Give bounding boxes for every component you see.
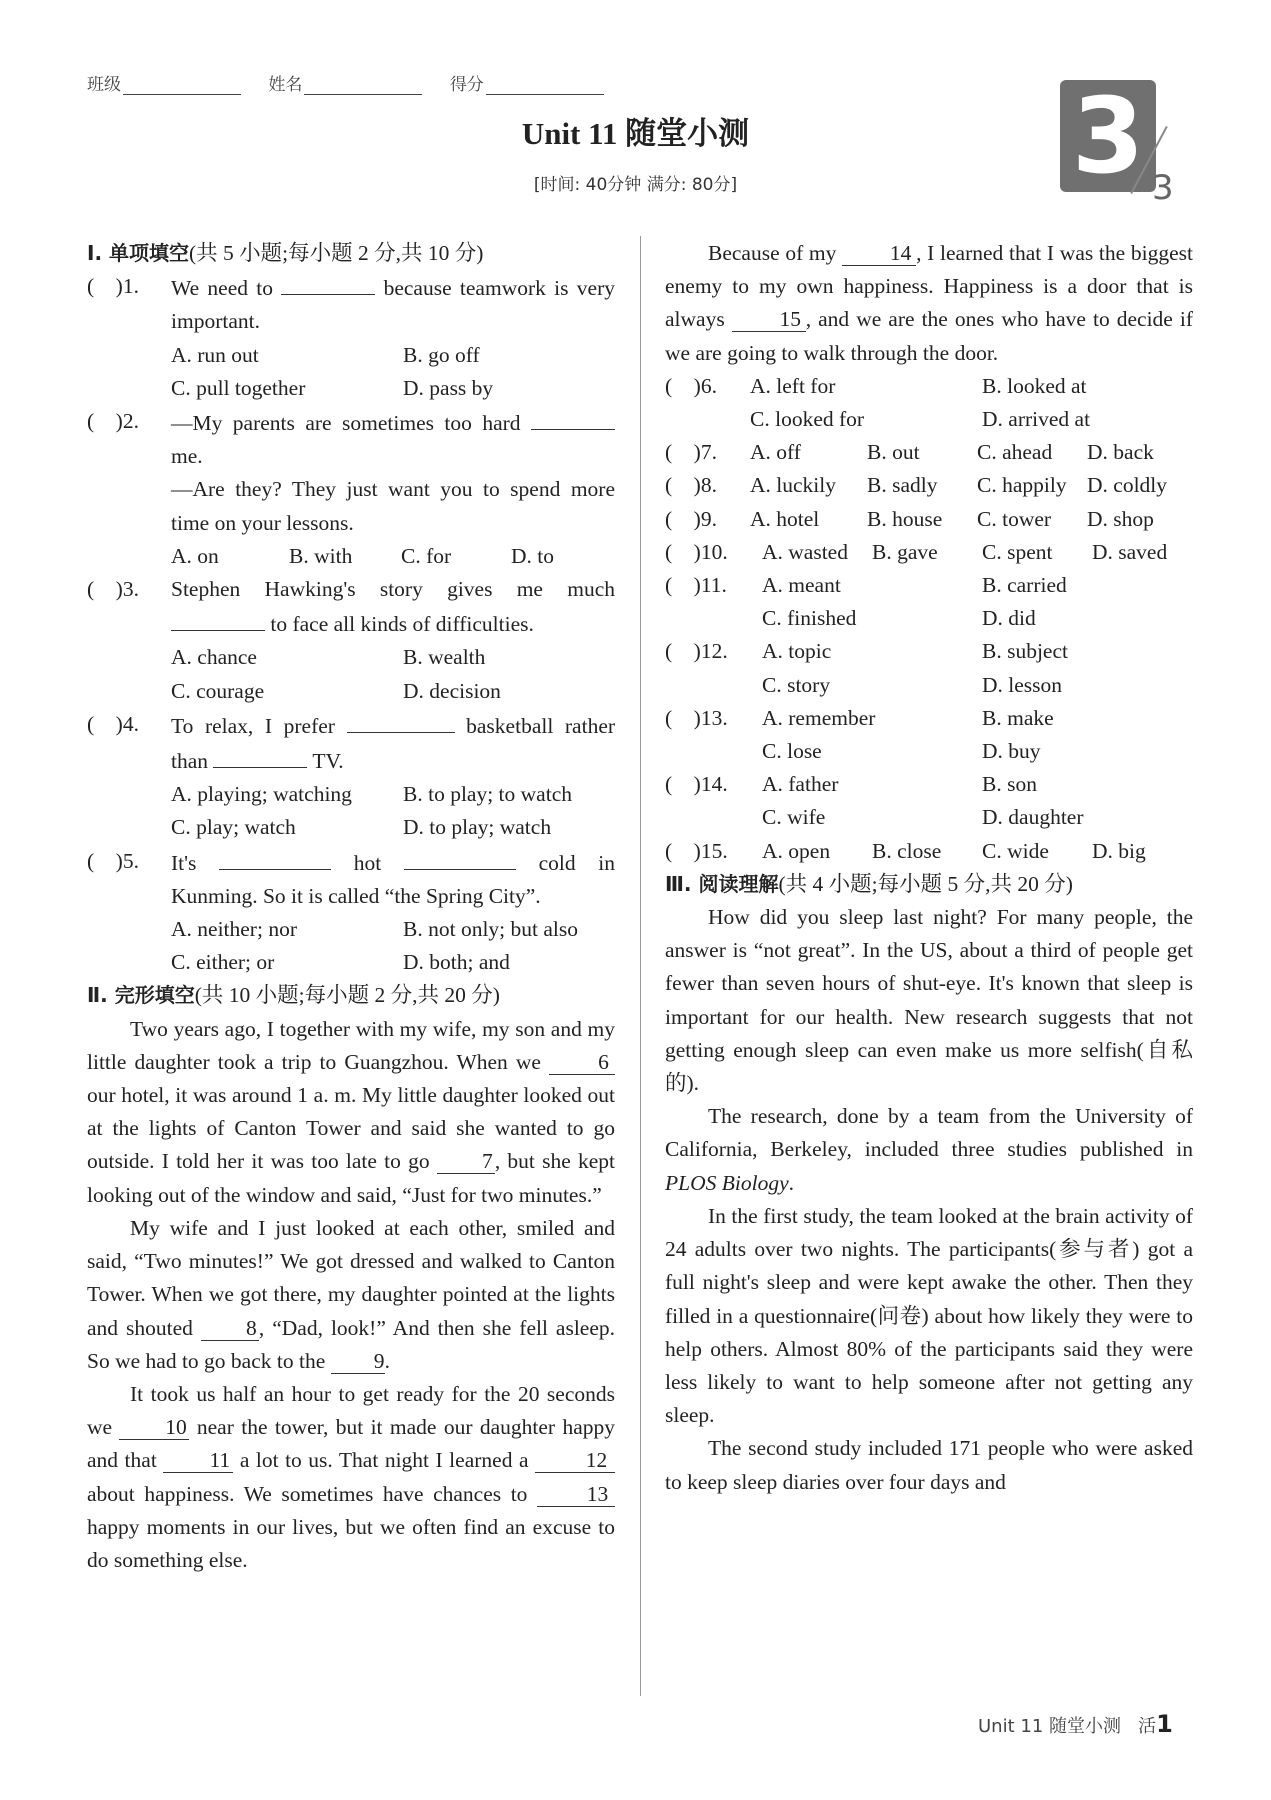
- cloze-paragraph-2: [87, 1212, 615, 1378]
- cq8-option-c[interactable]: C. happily: [977, 473, 1067, 498]
- cloze-question-12: [665, 635, 1193, 701]
- q5-option-c[interactable]: C. either; or: [171, 950, 275, 975]
- footer-mark: 活: [1138, 1716, 1157, 1737]
- page-title: Unit 11 随堂小测: [521, 116, 750, 151]
- cloze-question-10: [665, 536, 1193, 569]
- cq8-option-a[interactable]: A. luckily: [750, 473, 836, 498]
- q4-stem-a: To relax, I prefer: [171, 713, 335, 738]
- cq10-option-a[interactable]: A. wasted: [762, 539, 848, 564]
- q1-blank[interactable]: [281, 270, 375, 295]
- q3-blank[interactable]: [171, 606, 265, 631]
- cq6-option-c[interactable]: C. looked for: [750, 407, 865, 432]
- q3-stem-b: to face all kinds of difficulties.: [270, 612, 534, 637]
- q4-option-c[interactable]: C. play; watch: [171, 815, 296, 840]
- cq12-option-b[interactable]: B. subject: [982, 639, 1068, 664]
- reading-paragraph-4: The second study included 171 people who were asked to keep sleep diaries over four days and: [665, 1436, 1193, 1494]
- q5-stem-c: cold in Kunming. So it is called “the Spring City”.: [171, 850, 616, 908]
- cq15-option-c[interactable]: C. wide: [982, 838, 1049, 863]
- cq8-number: ( )8.: [665, 473, 717, 498]
- cq12-option-a[interactable]: A. topic: [762, 639, 832, 664]
- cloze-question-15: [665, 835, 1193, 868]
- cq6-option-d[interactable]: D. arrived at: [982, 407, 1091, 432]
- q5-blank-2[interactable]: [404, 845, 516, 870]
- cloze-paragraph-3: [87, 1378, 615, 1577]
- r2-text-a: The research, done by a team from the University of California, Berkeley, included three studies published in: [665, 1104, 1193, 1162]
- cq8-option-d[interactable]: D. coldly: [1087, 473, 1168, 498]
- q5-options: [87, 913, 615, 979]
- q2-option-d[interactable]: D. to: [511, 543, 554, 568]
- column-divider: [640, 236, 641, 1696]
- q2-option-b[interactable]: B. with: [289, 543, 353, 568]
- q1-stem-a: We need to: [171, 276, 273, 301]
- cq9-option-c[interactable]: C. tower: [977, 506, 1052, 531]
- cq9-option-b[interactable]: B. house: [867, 506, 943, 531]
- cq8-option-b[interactable]: B. sadly: [867, 473, 938, 498]
- cq11-number: ( )11.: [665, 573, 727, 598]
- p1-text-c: , but she kept looking out of the window and said, “Just for two minutes.”: [87, 1149, 616, 1207]
- p2-text-c: .: [384, 1348, 390, 1373]
- q3-number: ( )3.: [87, 577, 139, 602]
- q2-number: ( )2.: [87, 409, 139, 434]
- cloze-blank-8: 8: [201, 1316, 259, 1341]
- cloze-blank-13: 13: [537, 1482, 615, 1507]
- p3-text-d: about happiness. We sometimes have chances to: [87, 1481, 528, 1506]
- q3-option-d[interactable]: D. decision: [403, 678, 501, 703]
- p3-text-e: happy moments in our lives, but we often find an excuse to do something else.: [87, 1514, 615, 1572]
- cq10-option-d[interactable]: D. saved: [1092, 539, 1168, 564]
- cq15-option-d[interactable]: D. big: [1092, 838, 1146, 863]
- cq7-option-a[interactable]: A. off: [750, 440, 801, 465]
- q4-blank-1[interactable]: [347, 708, 455, 733]
- cq6-option-a[interactable]: A. left for: [750, 373, 836, 398]
- cloze-question-6: [665, 370, 1193, 436]
- q1-number: ( )1.: [87, 274, 139, 299]
- p1-text-a: Two years ago, I together with my wife, my son and my little daughter took a trip to Guangzhou. When we: [87, 1016, 615, 1074]
- right-column: [665, 237, 1193, 1499]
- q4-stem-b: basketball rather than: [171, 713, 616, 774]
- p3-text-c: a lot to us. That night I learned a: [239, 1448, 529, 1473]
- cq9-option-a[interactable]: A. hotel: [750, 506, 820, 531]
- cq14-option-b[interactable]: B. son: [982, 772, 1037, 797]
- cloze-blank-10: 10: [119, 1415, 189, 1440]
- cq7-option-c[interactable]: C. ahead: [977, 440, 1053, 465]
- q4-option-a[interactable]: A. playing; watching: [171, 782, 352, 807]
- cq7-number: ( )7.: [665, 440, 717, 465]
- cloze-question-11: [665, 569, 1193, 635]
- cq13-option-b[interactable]: B. make: [982, 705, 1054, 730]
- unit-badge: 3: [1060, 80, 1156, 192]
- cloze-question-8: [665, 469, 1193, 502]
- q3-options: [87, 641, 615, 707]
- reading-paragraph-3: In the first study, the team looked at the brain activity of 24 adults over two nights. The participants(参与者) got a full night's sleep and were kept awake the other. Then they filled in a questionnaire(问卷) about how likely they were to help others. Almost 80% of the participants said they were less likely to want to help someone after not getting any sleep.: [665, 1203, 1193, 1428]
- q1-option-d[interactable]: D. pass by: [403, 375, 494, 400]
- time-score-info: [时间: 40分钟 满分: 80分]: [533, 175, 738, 195]
- cq12-option-c[interactable]: C. story: [762, 672, 831, 697]
- p4-text-c: , and we are the ones who have to decide if we are going to walk through the door.: [665, 307, 1193, 365]
- q4-options: [87, 778, 615, 844]
- q2-option-a[interactable]: A. on: [171, 543, 219, 568]
- class-field[interactable]: [123, 78, 241, 95]
- q1-option-b[interactable]: B. go off: [403, 342, 480, 367]
- q3-option-c[interactable]: C. courage: [171, 678, 265, 703]
- p2-text-a: My wife and I just looked at each other, smiled and said, “Two minutes!” We got dressed and walked to Canton Tower. When we got there, my daughter pointed at the lights and shouted: [87, 1215, 615, 1340]
- journal-title: PLOS Biology: [665, 1170, 789, 1195]
- question-4: [87, 708, 615, 778]
- cloze-question-13: [665, 702, 1193, 768]
- cloze-blank-9: 9: [331, 1349, 385, 1374]
- q4-option-d[interactable]: D. to play; watch: [403, 815, 552, 840]
- cloze-blank-11: 11: [163, 1448, 233, 1473]
- q1-option-a[interactable]: A. run out: [171, 342, 259, 367]
- cloze-question-7: [665, 436, 1193, 469]
- score-field[interactable]: [486, 78, 604, 95]
- cq11-option-a[interactable]: A. meant: [762, 573, 841, 598]
- class-label: 班级: [87, 75, 121, 95]
- badge-small-number: 3: [1152, 168, 1174, 208]
- q3-stem-a: Stephen Hawking's story gives me much: [171, 577, 615, 602]
- section-3-heading: [665, 868, 1193, 901]
- cloze-blank-7: 7: [437, 1149, 495, 1174]
- cloze-paragraph-1: [87, 1013, 615, 1212]
- cq7-option-d[interactable]: D. back: [1087, 440, 1154, 465]
- cq11-option-d[interactable]: D. did: [982, 606, 1036, 631]
- reading-paragraph-1: How did you sleep last night? For many people, the answer is “not great”. In the US, about a third of people get fewer than seven hours of shut-eye. It's known that sleep is important for our health. New research suggests that not getting enough sleep can even make us more selfish(自私的).: [665, 905, 1193, 1096]
- cq9-option-d[interactable]: D. shop: [1087, 506, 1154, 531]
- q4-number: ( )4.: [87, 711, 139, 736]
- cq12-number: ( )12.: [665, 639, 728, 664]
- q5-blank-1[interactable]: [219, 845, 331, 870]
- p4-text-a: Because of my: [708, 241, 837, 265]
- section-1-title: Ⅰ. 单项填空: [87, 241, 190, 265]
- q5-stem-b: hot: [353, 850, 382, 875]
- cq10-number: ( )10.: [665, 539, 728, 564]
- cq12-option-d[interactable]: D. lesson: [982, 672, 1063, 697]
- cq14-option-a[interactable]: A. father: [762, 772, 839, 797]
- name-label: 姓名: [268, 75, 303, 95]
- cq6-option-b[interactable]: B. looked at: [982, 373, 1087, 398]
- section-2-title: Ⅱ. 完形填空: [87, 983, 195, 1008]
- q1-options: [87, 339, 615, 405]
- q5-number: ( )5.: [87, 848, 139, 873]
- q2-options: [87, 540, 615, 573]
- cq14-option-d[interactable]: D. daughter: [982, 805, 1084, 830]
- cloze-question-14: [665, 768, 1193, 834]
- q2-blank[interactable]: [531, 405, 615, 430]
- section-2-heading: [87, 979, 615, 1012]
- cq10-option-b[interactable]: B. gave: [872, 539, 938, 564]
- cloze-paragraph-4: [665, 237, 1193, 370]
- q5-stem-a: It's: [171, 850, 197, 875]
- q5-option-b[interactable]: B. not only; but also: [403, 917, 578, 942]
- q2-option-c[interactable]: C. for: [401, 543, 452, 568]
- cloze-blank-15: 15: [732, 307, 806, 332]
- p3-text-a: It took us half an hour to get ready for the 20 seconds we: [87, 1381, 615, 1440]
- question-2: [87, 405, 615, 540]
- cq11-option-b[interactable]: B. carried: [982, 573, 1067, 598]
- section-1-heading: [87, 237, 615, 270]
- page-footer: [978, 1710, 1173, 1738]
- p2-text-b: , “Dad, look!” And then she fell asleep. So we had to go back to the: [87, 1315, 616, 1373]
- cloze-question-9: [665, 503, 1193, 536]
- cq9-number: ( )9.: [665, 506, 717, 531]
- cq14-option-c[interactable]: C. wife: [762, 805, 826, 830]
- p3-text-b: near the tower, but it made our daughter happy and that: [87, 1415, 616, 1473]
- p4-text-b: , I learned that I was the biggest enemy to my own happiness. Happiness is a door that is always: [665, 241, 1193, 332]
- cq7-option-b[interactable]: B. out: [867, 440, 920, 465]
- cq15-option-a[interactable]: A. open: [762, 838, 831, 863]
- cloze-blank-6: 6: [549, 1050, 615, 1075]
- cq13-option-d[interactable]: D. buy: [982, 739, 1041, 764]
- q2-stem-c: —Are they? They just want you to spend more time on your lessons.: [171, 477, 615, 535]
- q3-option-b[interactable]: B. wealth: [403, 645, 486, 670]
- q1-option-c[interactable]: C. pull together: [171, 375, 306, 400]
- page-number: 1: [1156, 1710, 1173, 1738]
- q4-option-b[interactable]: B. to play; to watch: [403, 782, 572, 807]
- q2-stem-a: —My parents are sometimes too hard: [171, 411, 521, 436]
- q5-option-d[interactable]: D. both; and: [403, 950, 510, 975]
- q4-stem-c: TV.: [312, 749, 344, 774]
- question-5: [87, 845, 615, 913]
- section-3-note: (共 4 小题;每小题 5 分,共 20 分): [778, 871, 1073, 896]
- section-3-title: Ⅲ. 阅读理解: [665, 871, 779, 896]
- cq13-option-a[interactable]: A. remember: [762, 705, 876, 730]
- left-column: [87, 237, 615, 1577]
- q5-option-a[interactable]: A. neither; nor: [171, 917, 297, 942]
- cq13-option-c[interactable]: C. lose: [762, 739, 822, 764]
- score-label: 得分: [449, 75, 484, 95]
- cq15-number: ( )15.: [665, 838, 728, 863]
- cq15-option-b[interactable]: B. close: [872, 838, 942, 863]
- cloze-blank-12: 12: [535, 1448, 615, 1473]
- cq14-number: ( )14.: [665, 772, 728, 797]
- q4-blank-2[interactable]: [213, 743, 307, 768]
- cq10-option-c[interactable]: C. spent: [982, 539, 1053, 564]
- student-info-header: [87, 70, 626, 95]
- cq11-option-c[interactable]: C. finished: [762, 606, 857, 631]
- footer-unit-label: Unit 11 随堂小测: [978, 1716, 1121, 1737]
- question-1: [87, 270, 615, 338]
- cloze-blank-14: 14: [842, 241, 916, 266]
- r2-text-b: .: [788, 1170, 794, 1195]
- section-2-note: (共 10 小题;每小题 2 分,共 20 分): [194, 983, 500, 1008]
- question-3: [87, 573, 615, 641]
- name-field[interactable]: [304, 78, 422, 95]
- cq13-number: ( )13.: [665, 705, 728, 730]
- cq6-number: ( )6.: [665, 373, 717, 398]
- q1-stem-b: because teamwork is very important.: [171, 276, 615, 334]
- p1-text-b: our hotel, it was around 1 a. m. My little daughter looked out at the lights of Canton Tower and said she wanted to go outside. I told her it was too late to go: [87, 1083, 615, 1174]
- q2-stem-b: me.: [171, 444, 203, 469]
- reading-paragraph-2: [665, 1100, 1193, 1200]
- q3-option-a[interactable]: A. chance: [171, 645, 257, 670]
- section-1-note: (共 5 小题;每小题 2 分,共 10 分): [189, 241, 484, 265]
